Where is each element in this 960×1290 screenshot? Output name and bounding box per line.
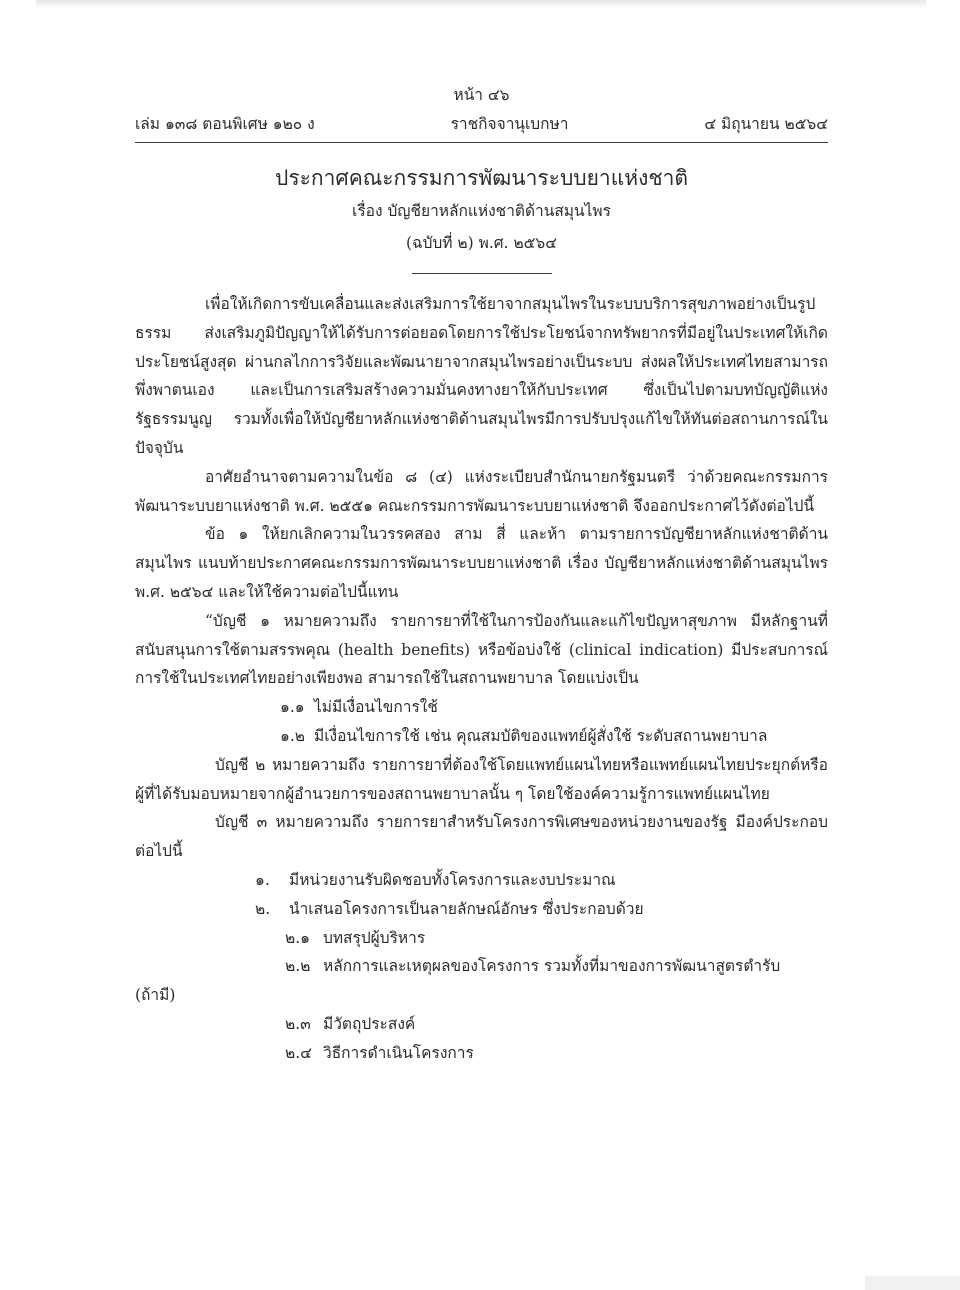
list-item: ๒.๒ หลักการและเหตุผลของโครงการ รวมทั้งที่มาของการพัฒนาสูตรตำรับ [285,957,781,976]
paragraph-list-1: “บัญชี ๑ หมายความถึง รายการยาที่ใช้ในการป้องกันและแก้ไขปัญหาสุขภาพ มีหลักฐานที่สนับสนุนการใช้ตามสรรพคุณ (health benefits) หรือข้อบ่งใช้ (clinical indication) มีประสบการณ์การใช้ในประเทศไทยอย่างเพียงพอ สามารถใช้ในสถานพยาบาล โดยแบ่งเป็น [135,611,828,688]
announcement-title: ประกาศคณะกรรมการพัฒนาระบบยาแห่งชาติ [274,166,689,190]
list-item: ๑.๑ ไม่มีเงื่อนไขการใช้ [280,698,438,717]
paragraph-clause-1: ข้อ ๑ ให้ยกเลิกความในวรรคสอง สาม สี่ และห้า ตามรายการบัญชียาหลักแห่งชาติด้านสมุนไพร แนบท้ายประกาศคณะกรรมการพัฒนาระบบยาแห่งชาติ เรื่อง บัญชียาหลักแห่งชาติด้านสมุนไพร พ.ศ. ๒๕๖๔ และให้ใช้ความต่อไปนี้แทน [135,525,828,601]
paragraph-list-3: บัญชี ๓ หมายความถึง รายการยาสำหรับโครงการพิเศษของหน่วยงานของรัฐ มีองค์ประกอบต่อไปนี้ [135,813,828,861]
announcement-subject: เรื่อง บัญชียาหลักแห่งชาติด้านสมุนไพร [352,202,611,220]
list-item: ๒. นำเสนอโครงการเป็นลายลักษณ์อักษร ซึ่งประกอบด้วย [255,899,644,918]
list-item: ๒.๓ มีวัตถุประสงค์ [285,1014,416,1033]
paragraph-authority: อาศัยอำนาจตามความในข้อ ๘ (๔) แห่งระเบียบสำนักนายกรัฐมนตรี ว่าด้วยคณะกรรมการพัฒนาระบบยาแห่งชาติ พ.ศ. ๒๕๕๑ คณะกรรมการพัฒนาระบบยาแห่งชาติ จึงออกประกาศไว้ดังต่อไปนี้ [135,467,828,515]
page-number: หน้า ๔๖ [453,86,510,104]
corner-shade [865,1276,960,1290]
list-item: ๑.๒ มีเงื่อนไขการใช้ เช่น คุณสมบัติของแพทย์ผู้สั่งใช้ ระดับสถานพยาบาล [280,726,768,745]
list-item: ๑. มีหน่วยงานรับผิดชอบทั้งโครงการและงบประมาณ [255,870,616,889]
title-divider [412,273,552,274]
publish-date: ๔ มิถุนายน ๒๕๖๔ [704,115,828,133]
page-top-shadow [36,0,926,8]
header-divider [135,142,828,143]
list-item: ๒.๔ วิธีการดำเนินโครงการ [285,1043,474,1062]
document-body [135,290,828,1068]
document-page [135,80,828,1068]
announcement-edition: (ฉบับที่ ๒) พ.ศ. ๒๕๖๔ [406,234,557,252]
paragraph-preamble: เพื่อให้เกิดการขับเคลื่อนและส่งเสริมการใช้ยาจากสมุนไพรในระบบบริการสุขภาพอย่างเป็นรูปธรรม ส่งเสริมภูมิปัญญาให้ได้รับการต่อยอดโดยการใช้ประโยชน์จากทรัพยากรที่มีอยู่ในประเทศให้เกิดประโยชน์สูงสุด ผ่านกลไกการวิจัยและพัฒนายาจากสมุนไพรอย่างเป็นระบบ ส่งผลให้ประเทศไทยสามารถพึ่งพาตนเอง และเป็นการเสริมสร้างความมั่นคงทางยาให้กับประเทศ ซึ่งเป็นไปตามบทบัญญัติแห่งรัฐธรรมนูญ รวมทั้งเพื่อให้บัญชียาหลักแห่งชาติด้านสมุนไพรมีการปรับปรุงแก้ไขให้ทันต่อสถานการณ์ในปัจจุบัน [135,295,828,457]
gazette-header [135,110,828,138]
volume-info: เล่ม ๑๓๘ ตอนพิเศษ ๑๒๐ ง [135,115,315,133]
gazette-name: ราชกิจจานุเบกษา [450,115,569,133]
list-item: ๒.๑ บทสรุปผู้บริหาร [285,928,426,947]
paragraph-list-2: บัญชี ๒ หมายความถึง รายการยาที่ต้องใช้โดยแพทย์แผนไทยหรือแพทย์แผนไทยประยุกต์หรือผู้ที่ได้รับมอบหมายจากผู้อำนวยการของสถานพยาบาลนั้น ๆ โดยใช้องค์ความรู้การแพทย์แผนไทย [135,755,828,803]
list-item-continuation: (ถ้ามี) [135,986,176,1005]
